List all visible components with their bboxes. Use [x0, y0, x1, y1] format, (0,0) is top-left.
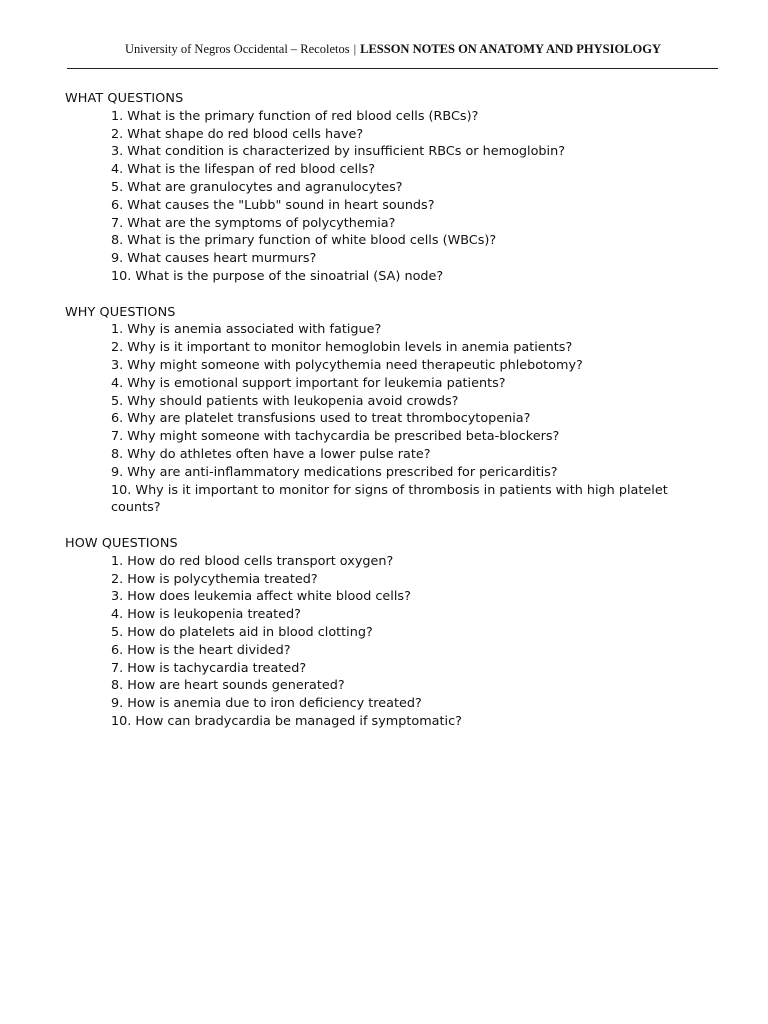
question-item: 1. What is the primary function of red blood cells (RBCs)?	[111, 108, 479, 124]
question-item: 5. Why should patients with leukopenia avoid crowds?	[111, 393, 459, 409]
question-list	[65, 108, 695, 286]
question-item: 3. Why might someone with polycythemia need therapeutic phlebotomy?	[111, 357, 583, 373]
institution-name: University of Negros Occidental – Recoletos	[125, 42, 350, 56]
section-heading: HOW QUESTIONS	[65, 535, 178, 551]
question-item: 8. How are heart sounds generated?	[111, 678, 345, 694]
question-item: 7. How is tachycardia treated?	[111, 660, 307, 676]
question-item: 4. What is the lifespan of red blood cells?	[111, 162, 376, 178]
header-separator: |	[353, 42, 357, 56]
why-questions-section	[65, 304, 695, 518]
question-item: 10. What is the purpose of the sinoatrial (SA) node?	[111, 268, 444, 284]
question-item: 4. Why is emotional support important for leukemia patients?	[111, 375, 506, 391]
question-item: 3. What condition is characterized by insufficient RBCs or hemoglobin?	[111, 144, 565, 160]
question-item: 2. What shape do red blood cells have?	[111, 126, 364, 142]
question-item: 3. How does leukemia affect white blood cells?	[111, 589, 411, 605]
question-item: 10. How can bradycardia be managed if symptomatic?	[111, 713, 462, 729]
question-item: 7. What are the symptoms of polycythemia?	[111, 215, 396, 231]
document-body	[65, 90, 695, 748]
question-item: 4. How is leukopenia treated?	[111, 607, 301, 623]
section-heading: WHY QUESTIONS	[65, 304, 176, 320]
question-item: 5. How do platelets aid in blood clotting?	[111, 624, 373, 640]
header-divider	[67, 68, 718, 69]
how-questions-section	[65, 535, 695, 731]
question-item: 6. How is the heart divided?	[111, 642, 291, 658]
question-item: 9. Why are anti-inflammatory medications prescribed for pericarditis?	[111, 464, 558, 480]
question-item: 9. What causes heart murmurs?	[111, 251, 317, 267]
question-item: 2. How is polycythemia treated?	[111, 571, 318, 587]
question-list	[65, 321, 695, 517]
page-header	[0, 42, 768, 57]
course-title: LESSON NOTES ON ANATOMY AND PHYSIOLOGY	[360, 42, 661, 56]
question-item: 8. Why do athletes often have a lower pulse rate?	[111, 446, 431, 462]
question-item: 5. What are granulocytes and agranulocytes?	[111, 179, 403, 195]
question-item: 1. Why is anemia associated with fatigue?	[111, 322, 382, 338]
question-item: 8. What is the primary function of white blood cells (WBCs)?	[111, 233, 497, 249]
question-item: 7. Why might someone with tachycardia be prescribed beta-blockers?	[111, 429, 560, 445]
question-item: 9. How is anemia due to iron deficiency treated?	[111, 696, 422, 712]
section-heading: WHAT QUESTIONS	[65, 91, 184, 106]
question-item: 10. Why is it important to monitor for signs of thrombosis in patients with high platelet counts?	[111, 482, 668, 516]
question-item: 1. How do red blood cells transport oxygen?	[111, 553, 394, 569]
question-item: 6. Why are platelet transfusions used to treat thrombocytopenia?	[111, 411, 531, 427]
question-item: 2. Why is it important to monitor hemoglobin levels in anemia patients?	[111, 340, 573, 356]
question-item: 6. What causes the "Lubb" sound in heart sounds?	[111, 197, 435, 213]
what-questions-section	[65, 90, 695, 286]
question-list	[65, 553, 695, 731]
